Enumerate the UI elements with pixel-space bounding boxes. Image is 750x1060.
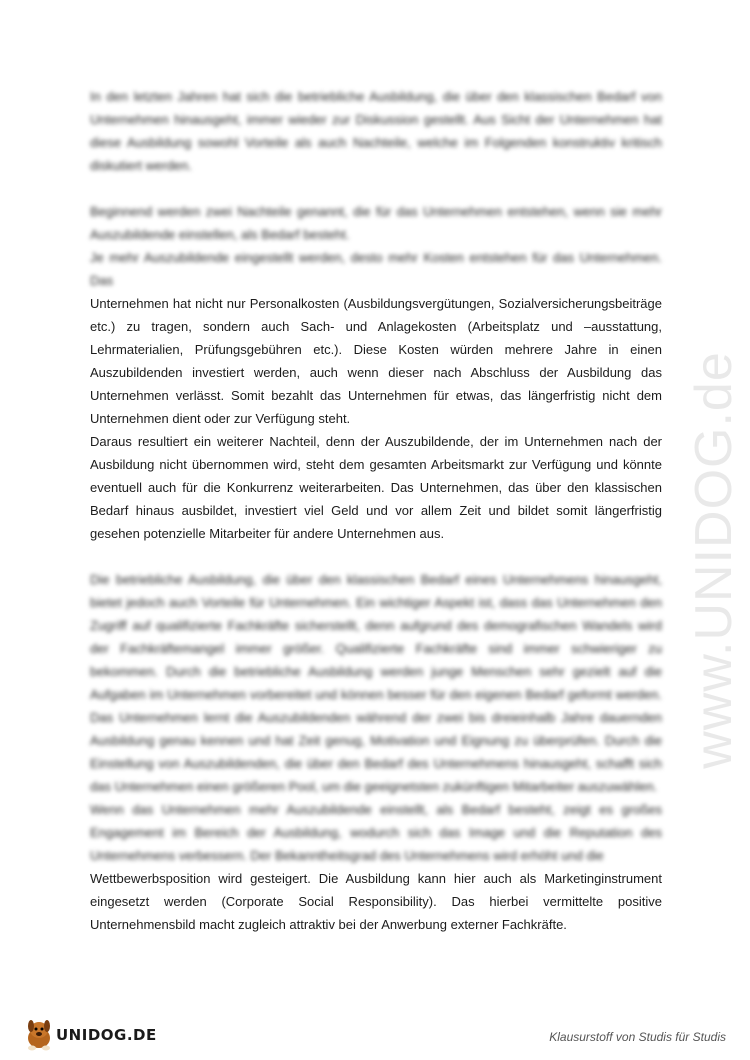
- paragraph-image: Wenn das Unternehmen mehr Auszubildende einstellt, als Bedarf besteht, zeigt es großes Engagement im Bereich der Ausbildung, wodurch sich das Image und die Reputation des Unternehmens verbessern. Der Bekanntheitsgrad des Unternehmens wird erhöht und die: [90, 802, 662, 863]
- unidog-logo: [22, 1016, 162, 1056]
- dog-mascot-icon: [22, 1016, 56, 1052]
- document-body: [90, 85, 662, 936]
- paragraph-competitive-position: Wettbewerbsposition wird gesteigert. Die Ausbildung kann hier auch als Marketinginstrument eingesetzt werden (Corporate Social Responsibility). Das hierbei vermittelte positive Unternehmensbild macht zugleich attraktiv bei der Anwerbung externer Fachkräfte.: [90, 871, 662, 932]
- paragraph-second-disadvantage: Daraus resultiert ein weiterer Nachteil, denn der Auszubildende, der im Unternehmen nach der Ausbildung nicht übernommen wird, steht dem gesamten Arbeitsmarkt zur Verfügung und könnte eventuell auch für die Konkurrenz weiterarbeiten. Das Unternehmen, das über den klassischen Bedarf hinaus ausbildet, investiert viel Geld und vor allem Zeit und bildet somit längerfristig gesehen potenzielle Mitarbeiter für andere Unternehmen aus.: [90, 434, 662, 541]
- paragraph-disadvantages-intro: Beginnend werden zwei Nachteile genannt, die für das Unternehmen entstehen, wenn sie mehr Auszubildende einstellen, als Bedarf besteht.: [90, 204, 662, 242]
- paragraph-gap: [90, 545, 662, 568]
- paragraph-intro: In den letzten Jahren hat sich die betriebliche Ausbildung, die über den klassischen Bedarf von Unternehmen hinausgeht, immer wieder zur Diskussion gestellt. Aus Sicht der Unternehmen hat diese Ausbildung sowohl Vorteile als auch Nachteile, welche im Folgenden konstruktiv kritisch diskutiert werden.: [90, 89, 662, 173]
- footer-tagline: Klausurstoff von Studis für Studis: [549, 1030, 726, 1044]
- logo-text: UNIDOG.DE: [56, 1026, 157, 1044]
- watermark: www.UNIDOG.de: [685, 351, 743, 769]
- paragraph-costs-lead: Je mehr Auszubildende eingestellt werden, desto mehr Kosten entstehen für das Unternehmen. Das: [90, 250, 662, 288]
- paragraph-advantages: Die betriebliche Ausbildung, die über den klassischen Bedarf eines Unternehmens hinausgeht, bietet jedoch auch Vorteile für Unternehmen. Ein wichtiger Aspekt ist, dass das Unternehmen den Zugriff auf qualifizierte Fachkräfte sicherstellt, denn aufgrund des demografischen Wandels wird der Fachkräftemangel immer größer. Qualifizierte Fachkräfte sind immer schwieriger zu bekommen. Durch die betriebliche Ausbildung werden junge Menschen sehr gezielt auf die Aufgaben im Unternehmen vorbereitet und können besser für den eigenen Bedarf geformt werden. Das Unternehmen lernt die Auszubildenden während der zwei bis dreieinhalb Jahre dauernden Ausbildung genau kennen und hat Zeit genug, Motivation und Eignung zu überprüfen. Durch die Einstellung von Auszubildenden, die über den Bedarf des Unternehmens hinausgeht, schafft sich das Unternehmen einen größeren Pool, um die geeignetsten zukünftigen Mitarbeiter auszuwählen.: [90, 572, 662, 794]
- paragraph-costs: Unternehmen hat nicht nur Personalkosten (Ausbildungsvergütungen, Sozialversicherungsbeiträge etc.) zu tragen, sondern auch Sach- und Anlagekosten (Arbeitsplatz und –ausstattung, Lehrmaterialien, Prüfungsgebühren etc.). Diese Kosten würden mehrere Jahre in einen Auszubildenden investiert werden, auch wenn dieser nach Abschluss der Ausbildung das Unternehmen verlässt. Somit bezahlt das Unternehmen für etwas, das längerfristig nicht dem Unternehmen dient oder zur Verfügung steht.: [90, 296, 662, 426]
- paragraph-gap: [90, 177, 662, 200]
